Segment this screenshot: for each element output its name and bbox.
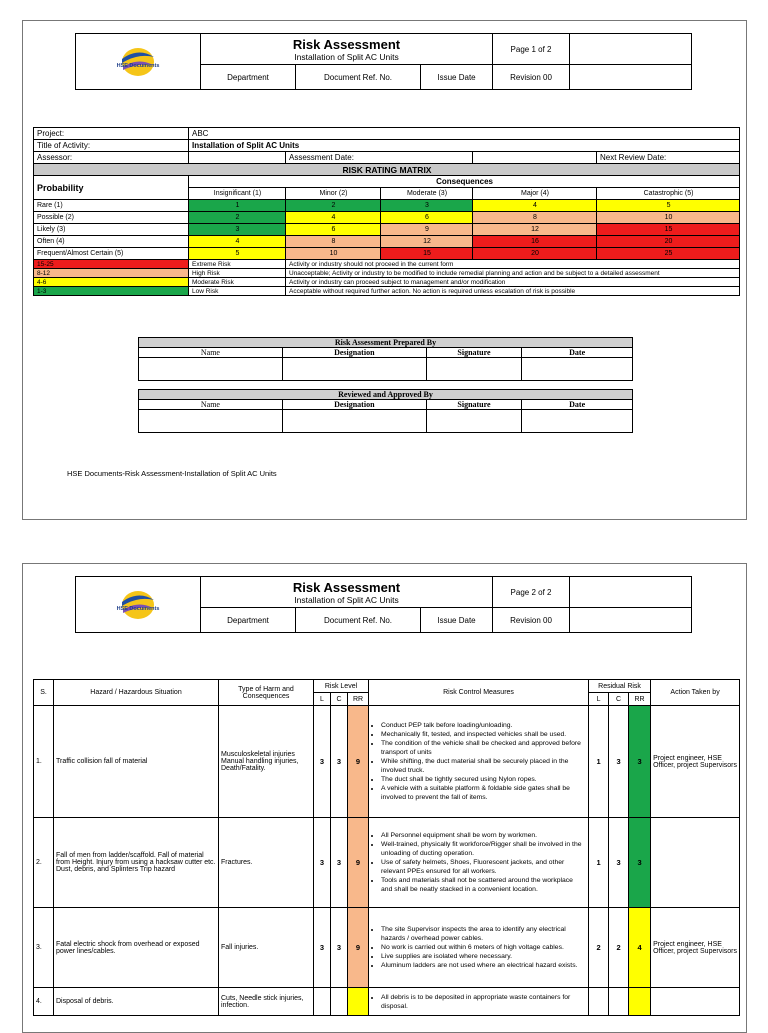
matrix-cell: 3 [381,200,473,212]
col-designation: Designation [282,400,426,410]
control-item: • Mechanically fit, tested, and inspected vehicles shall be used. [381,730,586,739]
consequence-header: Major (4) [473,188,597,200]
control-item: • Live supplies are isolated where necessary. [381,952,586,961]
hazard-cell: Fatal electric shock from overhead or exposed power lines/cables. [54,908,219,988]
probability-row-label: Frequent/Almost Certain (5) [34,248,189,260]
rr-cell: 9 [348,818,369,908]
controls-cell [369,908,589,988]
matrix-row [34,200,740,212]
legend-range: 15-25 [34,260,189,269]
c-cell: 3 [331,818,348,908]
document-subtitle: Installation of Split AC Units [294,594,399,605]
matrix-cell: 2 [189,212,286,224]
control-item: • A vehicle with a suitable platform & foldable side gates shall be involved to prevent the fall of items. [381,784,586,802]
controls-cell [369,818,589,908]
residual-l-cell: 1 [589,818,609,908]
consequence-header: Catastrophic (5) [597,188,740,200]
risk-matrix-table [33,127,740,296]
matrix-row [34,236,740,248]
harm-cell: Fractures. [219,818,314,908]
table-row [34,706,740,818]
legend-description: Activity or industry should not proceed in the current form [286,260,740,269]
legend-description: Acceptable without required further action. No action is required unless escalation of risk is possible [286,287,740,296]
residual-l-cell: 2 [589,908,609,988]
probability-label: Probability [34,176,189,200]
col-name: Name [139,348,283,358]
col-name: Name [139,400,283,410]
control-item: • Aluminum ladders are not used where an electrical hazard exists. [381,961,586,970]
matrix-cell: 20 [473,248,597,260]
matrix-cell: 6 [286,224,381,236]
page-2 [22,563,747,1033]
probability-row-label: Likely (3) [34,224,189,236]
legend-description: Unacceptable; Activity or industry to be modified to include remedial planning and action and be subject to a detailed assessment [286,269,740,278]
next-review-label: Next Review Date: [597,152,740,164]
l-cell: 3 [314,706,331,818]
department-label: Department [201,608,296,633]
company-logo [76,577,201,633]
control-item: • Well-trained, physically fit workforce/Rigger shall be involved in the unloading of ducting operation. [381,840,586,858]
residual-c-cell: 2 [609,908,629,988]
matrix-cell: 25 [597,248,740,260]
matrix-cell: 10 [597,212,740,224]
col-risk-level: Risk Level [314,680,369,693]
col-rr: RR [348,693,369,706]
action-cell [651,988,740,1016]
harm-cell: Fall injuries. [219,908,314,988]
consequence-header: Moderate (3) [381,188,473,200]
hazard-cell: Traffic collision fall of material [54,706,219,818]
document-header [75,33,692,90]
document-title: Risk Assessment [292,36,401,52]
matrix-cell: 2 [286,200,381,212]
project-label: Project: [34,128,189,140]
matrix-cell: 1 [189,200,286,212]
matrix-cell: 5 [597,200,740,212]
col-c: C [331,693,348,706]
control-item: • Use of safety helmets, Shoes, Fluorescent jackets, and other relevant PPEs ensured for all workers. [381,858,586,876]
c-cell: 3 [331,706,348,818]
activity-label: Title of Activity: [34,140,189,152]
controls-list [371,993,586,1011]
c-cell: 3 [331,908,348,988]
matrix-cell: 8 [473,212,597,224]
residual-rr-cell: 3 [629,818,651,908]
document-subtitle: Installation of Split AC Units [294,51,399,62]
control-item: • The condition of the vehicle shall be checked and approved before transport of units [381,739,586,757]
matrix-cell: 16 [473,236,597,248]
matrix-row [34,248,740,260]
legend-level: Low Risk [189,287,286,296]
residual-c-cell: 3 [609,706,629,818]
matrix-cell: 9 [381,224,473,236]
matrix-cell: 15 [597,224,740,236]
control-item: • Conduct PEP talk before loading/unloading. [381,721,586,730]
control-item: • The site Supervisor inspects the area to identify any electrical hazards / overhead power cables. [381,925,586,943]
matrix-cell: 4 [189,236,286,248]
residual-c-cell: 3 [609,818,629,908]
assessor-label: Assessor: [34,152,189,164]
matrix-cell: 8 [286,236,381,248]
legend-row [34,278,740,287]
matrix-row [34,224,740,236]
residual-rr-cell: 3 [629,706,651,818]
probability-row-label: Rare (1) [34,200,189,212]
control-item: • The duct shall be tightly secured using Nylon ropes. [381,775,586,784]
l-cell: 3 [314,818,331,908]
legend-level: Extreme Risk [189,260,286,269]
residual-rr-cell [629,988,651,1016]
control-item: • No work is carried out within 6 meters of high voltage cables. [381,943,586,952]
revision-label: Revision 00 [493,608,570,633]
residual-l-cell [589,988,609,1016]
issue-date-label: Issue Date [421,65,493,90]
svg-text:HSE Documents: HSE Documents [116,62,160,69]
probability-row-label: Possible (2) [34,212,189,224]
matrix-cell: 20 [597,236,740,248]
controls-cell [369,706,589,818]
col-hazard: Hazard / Hazardous Situation [54,680,219,706]
consequences-label: Consequences [189,176,740,188]
col-designation: Designation [282,348,426,358]
col-date: Date [522,400,633,410]
probability-row-label: Often (4) [34,236,189,248]
col-date: Date [522,348,633,358]
page-1 [22,20,747,520]
l-cell: 3 [314,908,331,988]
controls-list [371,925,586,970]
row-number: 2. [34,818,54,908]
harm-cell: Cuts, Needle stick injuries, infection. [219,988,314,1016]
assessment-date-label: Assessment Date: [286,152,473,164]
legend-row [34,260,740,269]
page-number: Page 2 of 2 [493,577,570,608]
controls-list [371,831,586,894]
rr-cell [348,988,369,1016]
docref-label: Document Ref. No. [296,608,421,633]
col-residual: Residual Risk [589,680,651,693]
action-cell [651,818,740,908]
matrix-cell: 15 [381,248,473,260]
prepared-title: Risk Assessment Prepared By [139,338,633,348]
document-header [75,576,692,633]
issue-date-label: Issue Date [421,608,493,633]
col-rl: L [589,693,609,706]
legend-range: 1-3 [34,287,189,296]
control-item: • All Personnel equipment shall be worn by workmen. [381,831,586,840]
residual-l-cell: 1 [589,706,609,818]
table-row [34,818,740,908]
table-row [34,988,740,1016]
svg-text:HSE Documents: HSE Documents [116,605,160,612]
reviewed-title: Reviewed and Approved By [139,390,633,400]
legend-range: 4-6 [34,278,189,287]
activity-value: Installation of Split AC Units [189,140,740,152]
control-item: • While shifting, the duct material shall be securely placed in the involved truck. [381,757,586,775]
company-logo [76,34,201,90]
matrix-cell: 10 [286,248,381,260]
matrix-cell: 4 [473,200,597,212]
hazard-cell: Disposal of debris. [54,988,219,1016]
table-row [34,908,740,988]
legend-row [34,287,740,296]
controls-list [371,721,586,802]
matrix-cell: 5 [189,248,286,260]
legend-range: 8-12 [34,269,189,278]
row-number: 3. [34,908,54,988]
document-title: Risk Assessment [292,579,401,595]
col-harm: Type of Harm and Consequences [219,680,314,706]
action-cell: Project engineer, HSE Officer, project Supervisors [651,706,740,818]
col-controls: Risk Control Measures [369,680,589,706]
matrix-title: RISK RATING MATRIX [34,164,740,176]
legend-description: Activity or industry can proceed subject to management and/or modification [286,278,740,287]
residual-rr-cell: 4 [629,908,651,988]
matrix-row [34,212,740,224]
residual-c-cell [609,988,629,1016]
consequence-header: Insignificant (1) [189,188,286,200]
l-cell [314,988,331,1016]
matrix-cell: 3 [189,224,286,236]
col-action: Action Taken by [651,680,740,706]
row-number: 1. [34,706,54,818]
matrix-cell: 6 [381,212,473,224]
risk-assessment-table [33,679,740,1016]
control-item: • Tools and materials shall not be scattered around the workplace and shall be neatly stacked in a convenient location. [381,876,586,894]
department-label: Department [201,65,296,90]
docref-label: Document Ref. No. [296,65,421,90]
consequence-header: Minor (2) [286,188,381,200]
row-number: 4. [34,988,54,1016]
project-value: ABC [189,128,740,140]
control-item: • All debris is to be deposited in appropriate waste containers for disposal. [381,993,586,1011]
page-footer: HSE Documents-Risk Assessment-Installation of Split AC Units [67,469,277,478]
col-rrr: RR [629,693,651,706]
matrix-cell: 4 [286,212,381,224]
hazard-cell: Fall of men from ladder/scaffold. Fall of material from Height. Injury from using a hacksaw cutter etc. Dust, debris, and Splinters Trip hazard [54,818,219,908]
legend-row [34,269,740,278]
col-l: L [314,693,331,706]
legend-level: High Risk [189,269,286,278]
c-cell [331,988,348,1016]
signoff-table [138,337,633,433]
col-s: S. [34,680,54,706]
rr-cell: 9 [348,908,369,988]
revision-label: Revision 00 [493,65,570,90]
matrix-cell: 12 [381,236,473,248]
rr-cell: 9 [348,706,369,818]
page-number: Page 1 of 2 [493,34,570,65]
action-cell: Project engineer, HSE Officer, project Supervisors [651,908,740,988]
col-signature: Signature [426,348,522,358]
matrix-cell: 12 [473,224,597,236]
col-rc: C [609,693,629,706]
controls-cell [369,988,589,1016]
legend-level: Moderate Risk [189,278,286,287]
col-signature: Signature [426,400,522,410]
harm-cell: Musculoskeletal injuries Manual handling injuries, Death/Fatality. [219,706,314,818]
